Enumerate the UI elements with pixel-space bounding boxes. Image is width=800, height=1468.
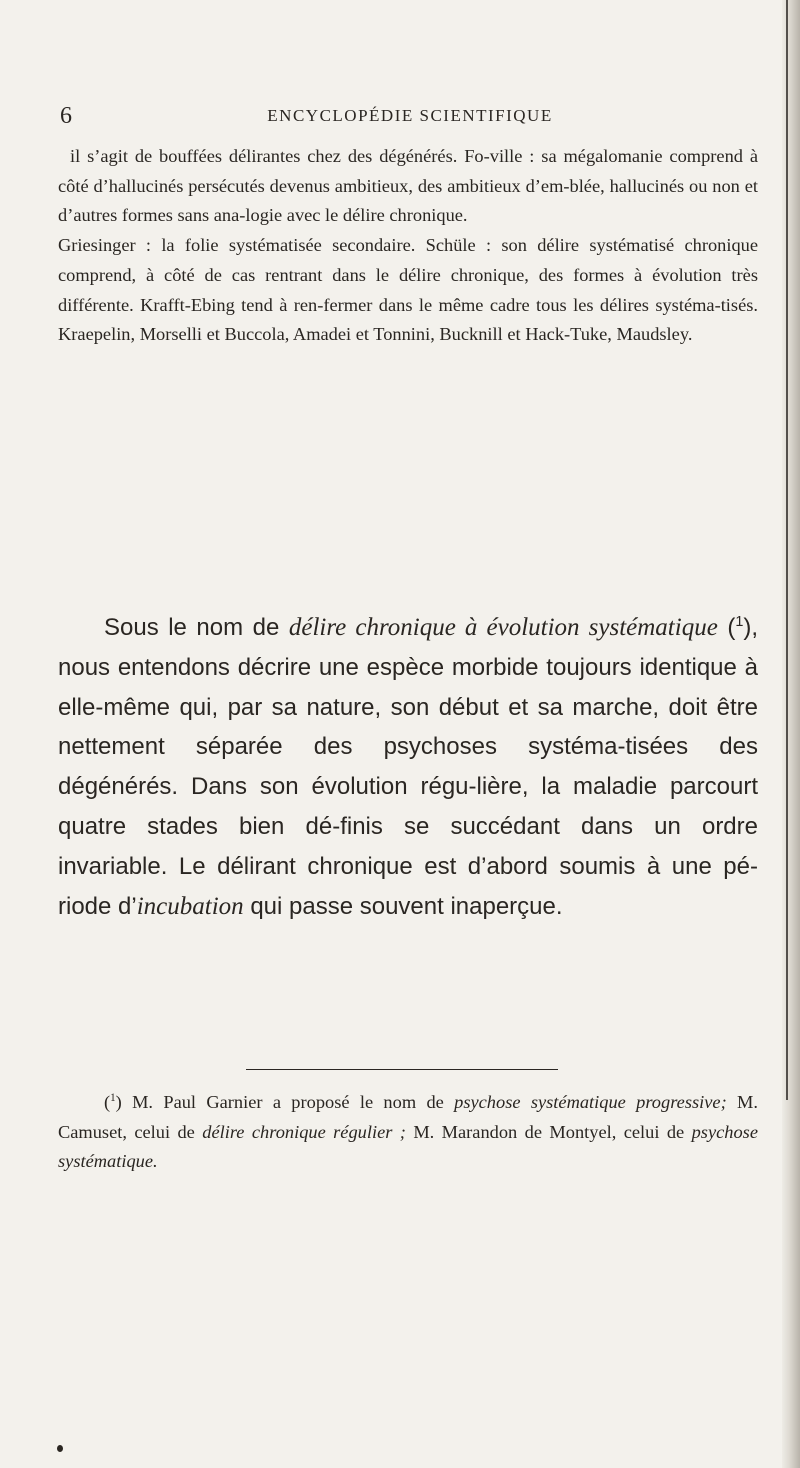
main-paragraph: Sous le nom de délire chronique à évolution systématique ($^1$), nous entendons décrire une espèce morbide toujours identique à elle-même qui, par sa nature, son début et sa marche, doit être nettement séparée des psychoses systéma-tisées des dégénérés. Dans son évolution régu-lière, la maladie parcourt quatre stades bien dé-finis se succédant dans un ordre invariable. Le délirant chronique est d’abord soumis à une pé-riode d’incubation qui passe souvent inaperçue.: [58, 614, 759, 920]
upper-paragraph-1: il s’agit de bouffées délirantes chez des dégénérés. Fo-ville : sa mégalomanie comprend à côté d’hallucinés persécutés devenus ambitieux, des ambitieux d’em-blée, hallucinés ou non et d’autres formes sans ana-logie avec le délire chronique.: [58, 146, 758, 226]
footnote-block: [58, 1088, 758, 1177]
footnote-text-1: M. Paul Garnier a proposé le nom de: [121, 1092, 455, 1112]
footnote-paragraph: ($^1$) M. Paul Garnier a proposé le nom de psychose systématique progressive; M. Camuset, celui de délire chronique régulier ; M. Marandon de Montyel, celui de psychose systématique.: [58, 1091, 758, 1172]
main-text-segment-2: , nous entendons décrire une espèce morbide toujours identique à elle-même qui, par sa nature, son début et sa marche, doit être nettement séparée des psychoses systéma-tisées des dégénérés. Dans son évolution régu-lière, la maladie parcourt quatre stades bien dé-finis se succédant dans un ordre invariable. Le délirant chronique est d’abord soumis à une pé-riode d’: [58, 614, 759, 920]
footnote-text-3: M. Marandon de Montyel, celui de: [405, 1121, 692, 1142]
upper-text-block: [58, 142, 758, 350]
footnote-text-2: M. Camuset, celui de: [58, 1092, 758, 1142]
footnote-reference: 1: [735, 614, 744, 630]
running-head: ENCYCLOPÉDIE SCIENTIFIQUE: [267, 106, 553, 125]
main-emphasis-term: délire chronique à évolution systématique: [288, 614, 718, 641]
footnote-emphasis-1: psychose systématique progressive;: [454, 1092, 727, 1112]
main-text-block: [58, 608, 758, 926]
page-edge-shadow: [782, 0, 800, 1468]
footnote-mark: 1: [110, 1091, 116, 1104]
page-header: [60, 96, 760, 136]
page-number: 6: [60, 103, 72, 129]
main-text-segment-1: Sous le nom de: [104, 614, 289, 641]
footnote-emphasis-3: psychose systématique.: [58, 1121, 758, 1172]
upper-paragraph-2: Griesinger : la folie systématisée secondaire. Schüle : son délire systématisé chronique comprend, à côté de cas rentrant dans le délire chronique, des formes à évolution très différente. Krafft-Ebing tend à ren-fermer dans le même cadre tous les délires systéma-tisés. Kraepelin, Morselli et Buccola, Amadei et Tonnini, Bucknill et Hack-Tuke, Maudsley.: [58, 235, 758, 345]
footnote-divider: [246, 1069, 558, 1070]
page-edge-line: [786, 0, 788, 1100]
main-emphasis-incubation: incubation: [136, 892, 244, 920]
ink-speck: [57, 1445, 63, 1452]
footnote-emphasis-2: délire chronique régulier ;: [202, 1121, 406, 1142]
main-text-segment-3: qui passe souvent inaperçue.: [243, 892, 563, 920]
